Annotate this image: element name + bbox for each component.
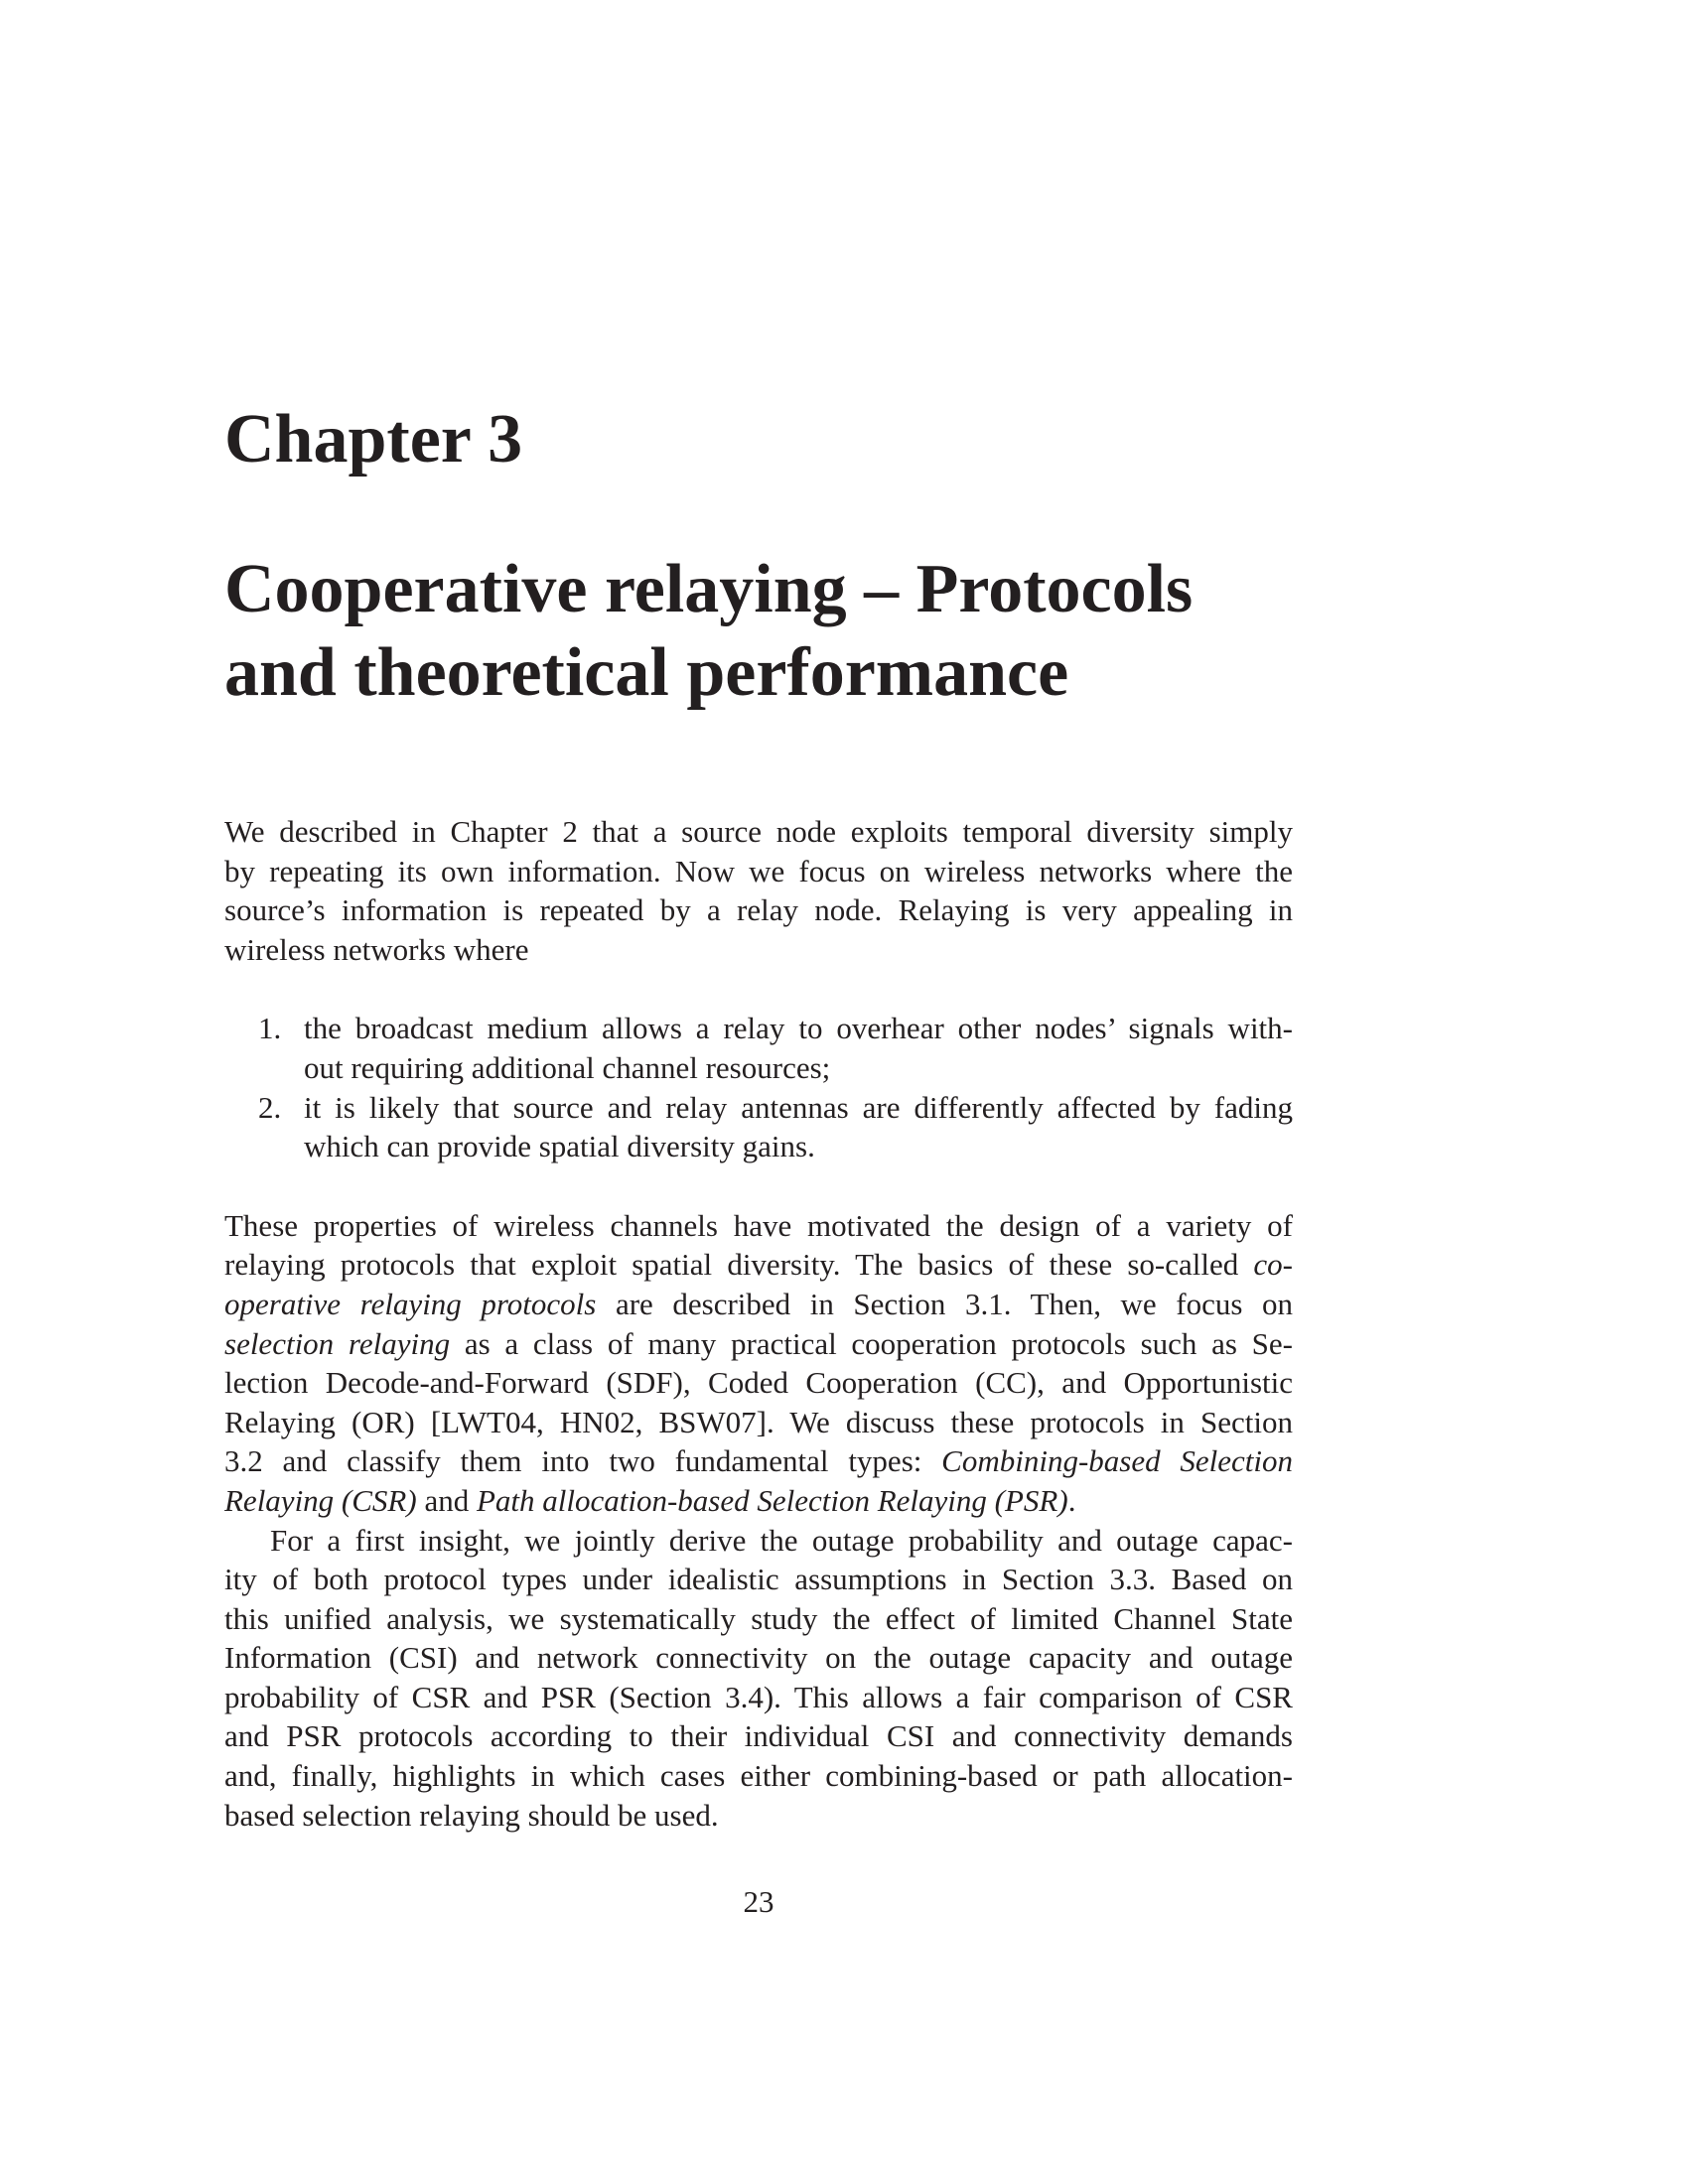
list-number: 1.: [258, 1011, 282, 1046]
text-line: operative relaying protocols are described in Section 3.1. Then, we focus on: [224, 1286, 1294, 1321]
body-text: [224, 812, 1293, 1835]
emphasis-text: operative relaying protocols: [224, 1286, 597, 1321]
emphasis-text: Relaying (CSR): [224, 1482, 417, 1518]
text-line: ity of both protocol types under idealistic assumptions in Section 3.3. Based on: [224, 1562, 1293, 1597]
text-line: Relaying (OR) [LWT04, HN02, BSW07]. We discuss these protocols in Section: [224, 1404, 1293, 1439]
text-line: this unified analysis, we systematically study the effect of limited Channel State: [224, 1600, 1293, 1636]
list-item: [224, 1009, 1293, 1087]
emphasis-text: co-: [1253, 1247, 1294, 1283]
text-line: by repeating its own information. Now we focus on wireless networks where the: [224, 853, 1293, 888]
text-line: and, finally, highlights in which cases either combining-based or path allocation-: [224, 1758, 1293, 1794]
text-line: lection Decode-and-Forward (SDF), Coded Cooperation (CC), and Opportunistic: [224, 1365, 1293, 1401]
text-line: based selection relaying should be used.: [224, 1797, 719, 1833]
text-line: out requiring additional channel resources;: [304, 1049, 831, 1085]
chapter-title: [224, 548, 1317, 715]
text-line: For a first insight, we jointly derive the outage probability and outage capac-: [270, 1522, 1293, 1558]
text-line: We described in Chapter 2 that a source node exploits temporal diversity simply: [224, 814, 1293, 849]
paragraph-properties: [224, 1206, 1293, 1521]
text-line: Information (CSI) and network connectivity on the outage capacity and outage: [224, 1640, 1293, 1676]
chapter-title-line-2: and theoretical performance: [224, 634, 1069, 711]
emphasis-text: selection relaying: [224, 1325, 451, 1361]
chapter-label: Chapter 3: [224, 401, 523, 478]
text-line: which can provide spatial diversity gains.: [304, 1129, 815, 1164]
paragraph-intro: [224, 812, 1293, 969]
paragraph-insight: [224, 1521, 1293, 1836]
list-number: 2.: [258, 1089, 282, 1125]
list-item: [224, 1088, 1293, 1166]
chapter-title-line-1: Cooperative relaying – Protocols: [224, 551, 1194, 627]
text-line: and PSR protocols according to their individual CSI and connectivity demands: [224, 1718, 1293, 1754]
text-line: source’s information is repeated by a relay node. Relaying is very appealing in: [224, 892, 1293, 928]
text-line: wireless networks where: [224, 931, 529, 967]
text-line: 3.2 and classify them into two fundamental types: Combining-based Selection: [224, 1443, 1293, 1479]
text-line: it is likely that source and relay antennas are differently affected by fading: [304, 1089, 1293, 1125]
text-line: probability of CSR and PSR (Section 3.4). This allows a fair comparison of CSR: [224, 1679, 1293, 1714]
text-line: relaying protocols that exploit spatial diversity. The basics of these so-called co-: [224, 1247, 1294, 1283]
text-line: Relaying (CSR) and Path allocation-based Selection Relaying (PSR).: [224, 1482, 1076, 1518]
emphasis-text: Combining-based Selection: [941, 1443, 1293, 1479]
text-line: selection relaying as a class of many practical cooperation protocols such as Se-: [224, 1325, 1294, 1361]
text-line: These properties of wireless channels have motivated the design of a variety of: [224, 1207, 1293, 1243]
text-line: the broadcast medium allows a relay to overhear other nodes’ signals with-: [304, 1011, 1293, 1046]
numbered-list: [224, 1009, 1293, 1165]
emphasis-text: Path allocation-based Selection Relaying (PSR): [476, 1482, 1068, 1518]
page-number: 23: [743, 1884, 774, 1919]
